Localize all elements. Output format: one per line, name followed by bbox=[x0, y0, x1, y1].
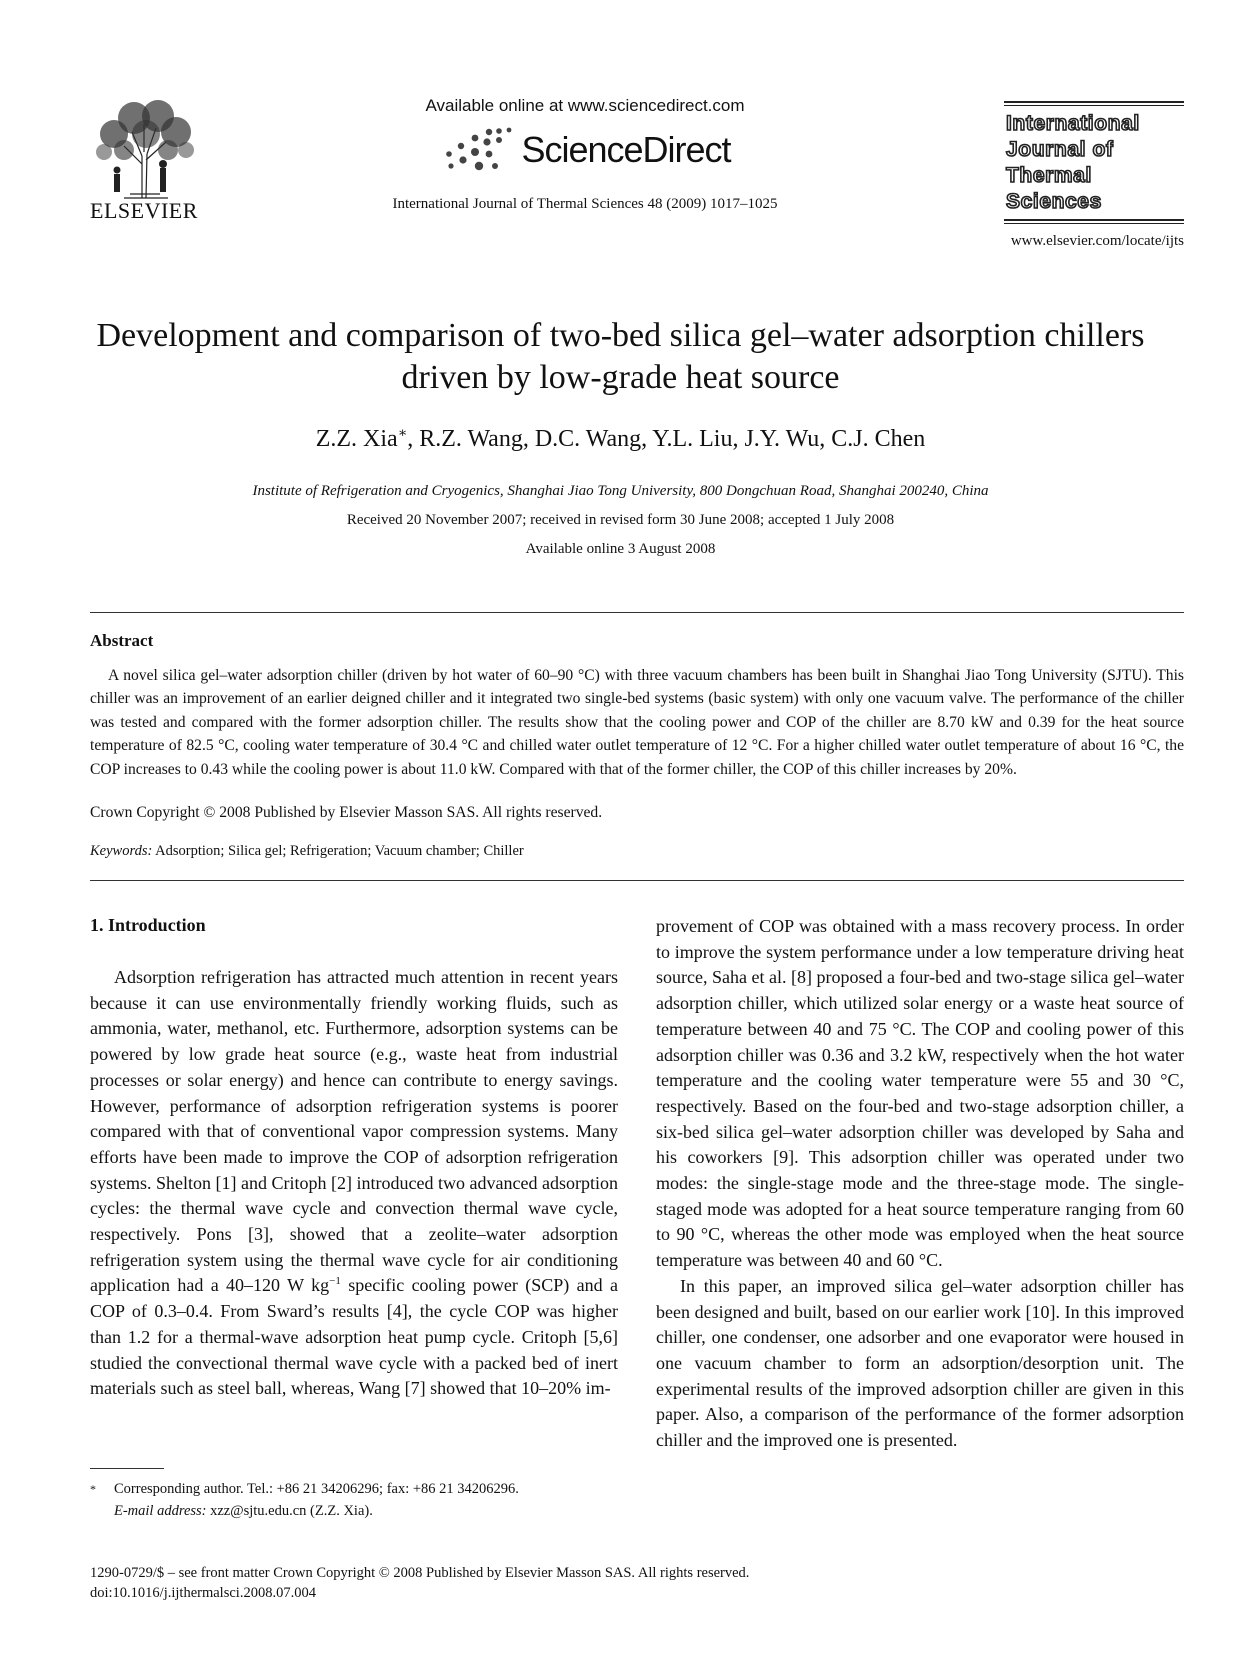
article-title-line: Development and comparison of two-bed silica gel–water adsorption chillers bbox=[96, 317, 1145, 354]
article-title-line: driven by low-grade heat source bbox=[401, 359, 840, 396]
sciencedirect-dots-icon bbox=[439, 126, 517, 174]
journal-logo-rule-bottom bbox=[1004, 219, 1184, 224]
affiliation: Institute of Refrigeration and Cryogenics, Shanghai Jiao Tong University, 800 Dongchuan Road, Shanghai 200240, China bbox=[252, 483, 989, 499]
footnote-contact: Corresponding author. Tel.: +86 21 34206296; fax: +86 21 34206296. bbox=[114, 1481, 519, 1497]
publisher-name: ELSEVIER bbox=[90, 198, 198, 223]
footnote-email bbox=[90, 1500, 630, 1522]
journal-citation: International Journal of Thermal Sciences 48 (2009) 1017–1025 bbox=[392, 196, 778, 212]
intro-paragraph: In this paper, an improved silica gel–water adsorption chiller has been designed and built, based on our earlier work [10]. In this improved chiller, one condenser, one adsorber and one evaporator were housed in one vacuum chamber to form an adsorption/desorption unit. The experimental results of the improved adsorption chiller are given in this paper. Also, a comparison of the performance of the former adsorption chiller and the improved one is presented. bbox=[656, 1275, 1184, 1451]
author-list bbox=[60, 425, 1181, 453]
abstract-copyright: Crown Copyright © 2008 Published by Elsevier Masson SAS. All rights reserved. bbox=[90, 804, 603, 821]
author-first[interactable]: Z.Z. Xia bbox=[315, 426, 398, 452]
keywords-label: Keywords: bbox=[90, 843, 153, 859]
sciencedirect-wordmark: ScienceDirect bbox=[521, 129, 731, 170]
corresponding-author-mark[interactable]: ∗ bbox=[397, 426, 408, 441]
keywords-list: Adsorption; Silica gel; Refrigeration; Vacuum chamber; Chiller bbox=[155, 843, 524, 859]
unit-exponent: −1 bbox=[329, 1275, 341, 1288]
journal-logo-line: Thermal bbox=[1006, 164, 1092, 187]
footnote bbox=[90, 1478, 630, 1522]
intro-text: specific cooling power (SCP) and a COP of 0.3–0.4. From Sward’s results [4], the cycle COP was higher than 1.2 for a thermal-wave adsorption heat pump cycle. Critoph [5,6] studied the convectional thermal wave cycle with a packed bed of inert materials such as steel ball, whereas, Wang [7] showed that 10–20% im- bbox=[90, 1275, 619, 1399]
available-online-text: Available online at www.sciencedirect.com bbox=[425, 96, 745, 115]
journal-logo-line: Sciences bbox=[1006, 190, 1102, 213]
email-label: E-mail address: bbox=[114, 1503, 207, 1519]
article-title bbox=[60, 315, 1181, 399]
footnote-rule bbox=[90, 1468, 164, 1469]
doi-link[interactable]: doi:10.1016/j.ijthermalsci.2008.07.004 bbox=[90, 1585, 316, 1601]
email-value[interactable]: xzz@sjtu.edu.cn (Z.Z. Xia). bbox=[206, 1503, 373, 1519]
sciencedirect-header bbox=[360, 96, 810, 213]
keywords bbox=[90, 843, 524, 860]
column-right bbox=[656, 914, 1184, 1454]
footnote-mark: * bbox=[90, 1482, 96, 1496]
journal-logo-title bbox=[1004, 106, 1184, 219]
journal-logo-box bbox=[1004, 101, 1184, 250]
intro-paragraph: provement of COP was obtained with a mass recovery process. In order to improve the system performance under a low temperature driving heat source, Saha et al. [8] proposed a four-bed and two-stage silica gel–water adsorption chiller, which utilized solar energy or a waste heat source of temperature between 40 and 75 °C. The COP and cooling power of this adsorption chiller was 0.36 and 3.2 kW, respectively when the hot water temperature and the cooling water temperature were 55 and 30 °C, respectively. Based on the four-bed and two-stage adsorption chiller, a six-bed silica gel–water adsorption chiller was developed by Saha and his coworkers [9]. This adsorption chiller was operated under two modes: the single-stage mode and the three-stage mode. The single-staged mode was adopted for a heat source temperature ranging from 60 to 90 °C, whereas the other mode was employed when the heat source temperature was between 40 and 60 °C. bbox=[656, 916, 1184, 1271]
received-dates: Received 20 November 2007; received in revised form 30 June 2008; accepted 1 July 2008 bbox=[346, 512, 895, 528]
intro-paragraph bbox=[90, 965, 618, 1402]
abstract-rule-top bbox=[90, 612, 1184, 613]
abstract-heading: Abstract bbox=[90, 631, 154, 650]
footnote-line bbox=[90, 1478, 630, 1500]
abstract-rule-bottom bbox=[90, 880, 1184, 881]
elsevier-tree-icon bbox=[84, 94, 204, 200]
column-left bbox=[90, 965, 618, 1402]
abstract-body bbox=[90, 664, 1184, 781]
journal-url[interactable]: www.elsevier.com/locate/ijts bbox=[1010, 233, 1184, 249]
sciencedirect-logo bbox=[360, 124, 810, 176]
journal-logo-line: International bbox=[1006, 112, 1140, 135]
author-rest: , R.Z. Wang, D.C. Wang, Y.L. Liu, J.Y. Wu, C.J. Chen bbox=[407, 426, 926, 452]
intro-text: Adsorption refrigeration has attracted much attention in recent years because it can use environmentally friendly working fluids, such as ammonia, water, methanol, etc. Furthermore, adsorption systems can be powered by low grade heat source (e.g., waste heat from industrial processes or solar energy) and hence can contribute to energy savings. However, performance of adsorption refrigeration systems is poorer compared with that of conventional vapor compression systems. Many efforts have been made to improve the COP of adsorption refrigeration systems. Shelton [1] and Critoph [2] introduced two advanced adsorption cycles: the thermal wave cycle and convection thermal wave cycle, respectively. Pons [3], showed that a zeolite–water adsorption refrigeration system using the thermal wave cycle for air conditioning application had a 40–120 W kg bbox=[90, 967, 618, 1296]
section-heading-introduction: 1. Introduction bbox=[90, 915, 206, 935]
front-matter-footer bbox=[90, 1563, 749, 1603]
abstract-text: A novel silica gel–water adsorption chiller (driven by hot water of 60–90 °C) with three vacuum chambers has been built in Shanghai Jiao Tong University (SJTU). This chiller was an improvement of an earlier deigned chiller and it integrated two single-bed systems (basic system) with only one vacuum valve. The performance of the chiller was tested and compared with the former adsorption chiller. The results show that the cooling power and COP of the chiller are 8.70 kW and 0.39 for the heat source temperature of 82.5 °C, cooling water temperature of 30.4 °C and chilled water outlet temperature of 12 °C. For a higher chilled water outlet temperature of about 16 °C, the COP increases to 0.43 while the cooling power is about 11.0 kW. Compared with that of the former chiller, the COP of this chiller increases by 20%. bbox=[90, 667, 1184, 778]
front-matter-line: 1290-0729/$ – see front matter Crown Copyright © 2008 Published by Elsevier Masson SAS. All rights reserved. bbox=[90, 1565, 750, 1581]
publisher-logo bbox=[84, 94, 204, 224]
journal-logo-line: Journal of bbox=[1006, 138, 1114, 161]
available-online-date: Available online 3 August 2008 bbox=[525, 541, 716, 557]
